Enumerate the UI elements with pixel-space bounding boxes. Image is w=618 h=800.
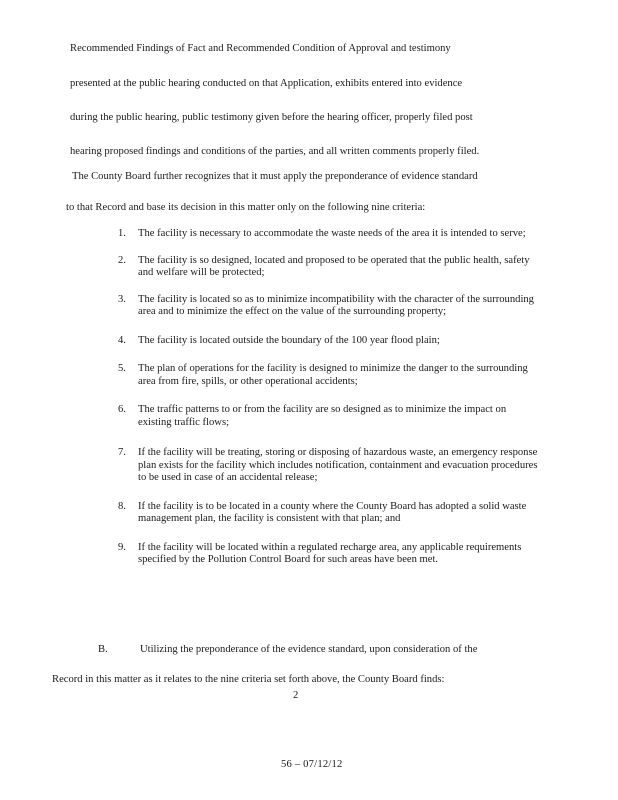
criterion-number: 6.	[118, 404, 126, 415]
criterion-text: The facility is necessary to accommodate the waste needs of the area it is intended to serve;	[138, 228, 526, 239]
section-letter: B.	[98, 644, 108, 655]
criterion-text: If the facility is to be located in a county where the County Board has adopted a solid waste management plan, the facility is consistent with that plan; and	[138, 500, 527, 524]
criterion-item	[118, 294, 538, 319]
criterion-text: If the facility will be treating, storing or disposing of hazardous waste, an emergency response plan exists for the facility which includes notification, containment and evacuation procedures to be used in case of an accidental release;	[138, 447, 538, 483]
intro-line: to that Record and base its decision in this matter only on the following nine criteria:	[66, 202, 426, 213]
footer-stamp: 56 – 07/12/12	[281, 759, 343, 770]
intro-line: hearing proposed findings and conditions of the parties, and all written comments properly filed.	[70, 146, 480, 157]
criterion-item	[118, 447, 538, 485]
criterion-number: 9.	[118, 541, 126, 553]
criterion-item	[118, 363, 538, 388]
intro-line: The County Board further recognizes that it must apply the preponderance of evidence standard	[72, 171, 478, 182]
criterion-item	[118, 255, 538, 280]
section-b-paragraph	[98, 644, 477, 655]
intro-line: during the public hearing, public testimony given before the hearing officer, properly filed post	[70, 112, 473, 123]
page-number: 2	[293, 690, 299, 701]
section-b-text: Utilizing the preponderance of the evidence standard, upon consideration of the	[140, 644, 478, 655]
criterion-item	[118, 228, 538, 241]
criterion-number: 5.	[118, 363, 126, 374]
criterion-number: 8.	[118, 500, 126, 512]
criterion-item	[118, 404, 538, 429]
criterion-number: 7.	[118, 447, 126, 458]
criteria-list	[118, 228, 538, 567]
closing-line: Record in this matter as it relates to the nine criteria set forth above, the County Board finds:	[52, 674, 445, 685]
criterion-text: If the facility will be located within a regulated recharge area, any applicable requirements specified by the Pollution Control Board for such areas have been met.	[138, 541, 522, 565]
criterion-number: 2.	[118, 254, 126, 266]
intro-line: presented at the public hearing conducted on that Application, exhibits entered into evidence	[70, 78, 463, 89]
criterion-item	[118, 542, 538, 567]
criterion-number: 1.	[118, 228, 126, 239]
criterion-text: The facility is located so as to minimize incompatibility with the character of the surrounding area and to minimize the effect on the value of the surrounding property;	[138, 293, 534, 317]
criterion-text: The facility is so designed, located and proposed to be operated that the public health, safety and welfare will be protected;	[138, 254, 530, 278]
criterion-item	[118, 335, 538, 348]
intro-line: Recommended Findings of Fact and Recommended Condition of Approval and testimony	[70, 43, 451, 54]
criterion-text: The traffic patterns to or from the facility are so designed as to minimize the impact on existing traffic flows;	[138, 404, 507, 428]
criterion-text: The plan of operations for the facility is designed to minimize the danger to the surrounding area from fire, spills, or other operational accidents;	[138, 363, 528, 387]
criterion-text: The facility is located outside the boundary of the 100 year flood plain;	[138, 334, 440, 346]
criterion-number: 4.	[118, 334, 126, 346]
criterion-number: 3.	[118, 293, 126, 305]
criterion-item	[118, 501, 538, 526]
